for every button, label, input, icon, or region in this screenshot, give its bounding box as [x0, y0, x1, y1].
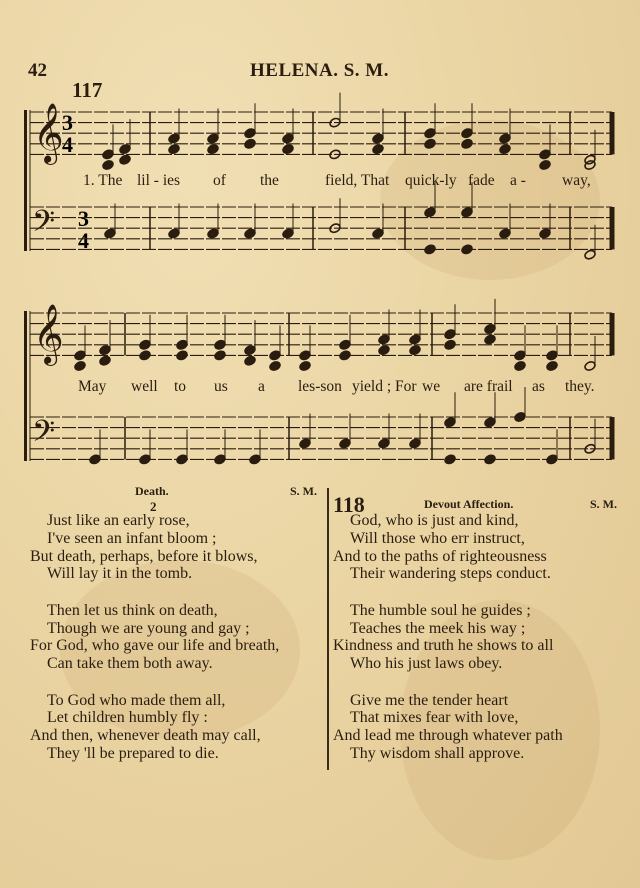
note-head: [499, 133, 512, 144]
column-divider: [327, 488, 329, 770]
note-head: [339, 350, 352, 361]
note-head: [207, 133, 220, 144]
lyric-syllable: May: [78, 378, 107, 395]
lyric-syllable: yield ; For: [352, 378, 417, 395]
note-head: [339, 339, 352, 350]
verse-line: I've seen an infant bloom ;: [47, 529, 217, 547]
lyric-syllable: way,: [562, 172, 591, 189]
treble-meter-top: 3: [62, 110, 73, 135]
note-head: [424, 207, 437, 218]
verse-line: To God who made them all,: [47, 691, 226, 709]
note-head: [269, 350, 282, 361]
lyric-syllable: field, That: [325, 172, 390, 189]
note-head: [484, 454, 497, 465]
note-head: [119, 154, 132, 165]
lyric-syllable: of: [213, 172, 226, 189]
note-head: [168, 228, 181, 239]
note-head: [249, 454, 262, 465]
lyric-syllable: to: [174, 378, 187, 395]
left-hymn-meter: S. M.: [290, 484, 317, 498]
system-brace: [24, 311, 27, 461]
note-head: [176, 350, 189, 361]
verse-line: Thy wisdom shall approve.: [350, 745, 525, 762]
note-head: [461, 128, 474, 139]
bass-meter-bottom: 4: [78, 228, 89, 253]
note-head: [139, 350, 152, 361]
note-head: [444, 417, 457, 428]
hymn-number-118: 118: [333, 492, 365, 517]
note-head: [244, 228, 257, 239]
bass-clef-icon: 𝄢: [32, 415, 56, 456]
lyric-syllable: we: [422, 378, 441, 395]
note-head: [514, 360, 527, 371]
note-head: [372, 133, 385, 144]
note-head: [282, 143, 295, 154]
note-head: [244, 138, 257, 149]
note-head: [102, 159, 115, 170]
note-head: [102, 149, 115, 160]
lyric-syllable: us: [214, 378, 228, 395]
verse-line: The humble soul he guides ;: [350, 601, 531, 619]
treble-clef-icon: 𝄞: [33, 304, 64, 364]
verse-line: Just like an early rose,: [47, 512, 190, 529]
note-head: [207, 143, 220, 154]
note-head: [484, 334, 497, 345]
verse-line: And to the paths of righteousness: [333, 547, 547, 565]
note-head: [244, 344, 257, 355]
lyric-syllable: fade: [468, 172, 495, 189]
note-head: [424, 138, 437, 149]
note-head: [539, 149, 552, 160]
bass-meter-top: 3: [78, 206, 89, 231]
note-head: [444, 339, 457, 350]
verse-line: That mixes fear with love,: [350, 709, 519, 727]
note-head: [207, 228, 220, 239]
bass-clef-icon: 𝄢: [32, 205, 56, 246]
note-head: [484, 417, 497, 428]
note-head: [378, 344, 391, 355]
note-head: [444, 454, 457, 465]
note-head: [74, 360, 87, 371]
note-head: [499, 228, 512, 239]
note-head: [214, 339, 227, 350]
right-hymn-title: Devout Affection.: [424, 497, 514, 511]
note-head: [461, 244, 474, 255]
verse-line: Then let us think on death,: [47, 601, 218, 619]
verse-line: Their wandering steps conduct.: [350, 565, 551, 583]
note-head: [214, 454, 227, 465]
note-head: [139, 339, 152, 350]
note-head: [372, 228, 385, 239]
note-head: [168, 133, 181, 144]
left-verse-number: 2: [150, 499, 157, 514]
verse-line: Can take them both away.: [47, 655, 213, 673]
note-head: [176, 454, 189, 465]
note-head: [461, 207, 474, 218]
note-head: [409, 334, 422, 345]
note-head: [424, 128, 437, 139]
verse-line: And then, whenever death may call,: [30, 727, 261, 745]
note-head: [119, 143, 132, 154]
note-head: [299, 350, 312, 361]
lyric-syllable: are frail: [464, 378, 513, 395]
note-head: [372, 143, 385, 154]
lyric-syllable: as: [532, 378, 545, 395]
verse-line: Let children humbly fly :: [47, 709, 208, 727]
note-head: [139, 454, 152, 465]
note-head: [461, 138, 474, 149]
note-head: [89, 454, 102, 465]
lyric-syllable: les-son: [298, 378, 342, 395]
lyric-syllable: the: [260, 172, 279, 189]
verse-line: For God, who gave our life and breath,: [30, 637, 280, 655]
note-head: [244, 128, 257, 139]
note-head: [484, 323, 497, 334]
note-head: [584, 360, 597, 371]
note-head: [176, 339, 189, 350]
note-head: [539, 228, 552, 239]
lyric-syllable: a: [258, 378, 265, 395]
treble-clef-icon: 𝄞: [33, 103, 64, 163]
note-head: [214, 350, 227, 361]
note-head: [444, 329, 457, 340]
note-head: [514, 411, 527, 422]
note-head: [99, 344, 112, 355]
page-number: 42: [28, 60, 47, 81]
tune-title: HELENA. S. M.: [250, 60, 389, 81]
verse-line: And lead me through whatever path: [333, 727, 563, 745]
verse-line: Will lay it in the tomb.: [47, 565, 193, 583]
lyric-syllable: quick-ly: [405, 172, 457, 189]
right-hymn-meter: S. M.: [590, 497, 617, 511]
lyric-syllable: lil - ies: [137, 172, 181, 189]
verse-line: Will those who err instruct,: [350, 529, 525, 547]
note-head: [299, 360, 312, 371]
verse-line: Give me the tender heart: [350, 691, 509, 709]
verse-line: Who his just laws obey.: [350, 655, 503, 673]
note-head: [168, 143, 181, 154]
treble-meter-bottom: 4: [62, 132, 73, 157]
verse-line: Teaches the meek his way ;: [350, 619, 526, 637]
verse-line: Though we are young and gay ;: [47, 619, 250, 637]
note-head: [74, 350, 87, 361]
lyric-syllable: a -: [510, 172, 526, 189]
note-head: [546, 350, 559, 361]
verse-line: God, who is just and kind,: [350, 512, 519, 529]
note-head: [339, 438, 352, 449]
note-head: [244, 355, 257, 366]
system-brace: [24, 110, 27, 251]
note-head: [539, 159, 552, 170]
verse-line: Kindness and truth he shows to all: [333, 637, 554, 655]
note-head: [409, 344, 422, 355]
note-head: [584, 249, 597, 260]
lyric-syllable: 1. The: [83, 172, 123, 189]
note-head: [546, 360, 559, 371]
note-head: [424, 244, 437, 255]
note-head: [282, 133, 295, 144]
hymn-number-117: 117: [72, 78, 103, 102]
verse-line: But death, perhaps, before it blows,: [30, 547, 258, 565]
note-head: [514, 350, 527, 361]
note-head: [282, 228, 295, 239]
note-head: [269, 360, 282, 371]
note-head: [99, 355, 112, 366]
note-head: [104, 228, 117, 239]
left-hymn-title: Death.: [135, 484, 169, 498]
note-head: [499, 143, 512, 154]
lyric-syllable: well: [131, 378, 158, 395]
note-head: [409, 438, 422, 449]
verse-line: They 'll be prepared to die.: [47, 745, 219, 762]
note-head: [378, 334, 391, 345]
note-head: [378, 438, 391, 449]
note-head: [299, 438, 312, 449]
lyric-syllable: they.: [565, 378, 595, 395]
note-head: [546, 454, 559, 465]
